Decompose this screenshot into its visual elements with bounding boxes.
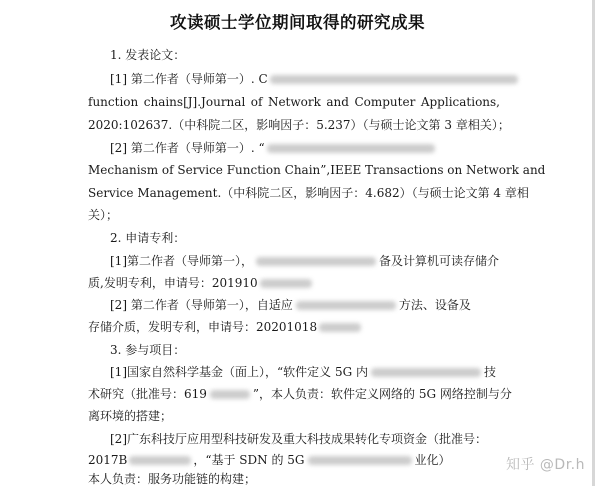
redacted-text <box>260 279 312 288</box>
patent-1-line-2: 质,发明专利，申请号：201910 <box>88 275 312 291</box>
paper-1-line-1: [1] 第二作者（导师第一）. C <box>110 71 518 87</box>
redacted-text <box>270 75 518 84</box>
section-heading-projects: 3. 参与项目： <box>110 343 186 357</box>
project-2-line-1: [2]广东科技厅应用型科技研发及重大科技成果转化专项资金（批准号： <box>110 432 488 446</box>
redacted-text <box>371 368 481 377</box>
project-1-line-2: 术研究（批准号：619 ”，本人负责：软件定义网络的 5G 网络控制与分 <box>88 387 512 401</box>
redacted-text <box>319 323 361 332</box>
zhihu-watermark: 知乎 @Dr.h <box>505 457 585 473</box>
paper-2-line-2: Mechanism of Service Function Chain”,IEEE Transactions on Network and <box>88 163 546 177</box>
redacted-text <box>267 144 435 153</box>
redacted-text <box>129 456 191 465</box>
redacted-text <box>210 390 250 399</box>
project-1-line-3: 离环境的搭建； <box>88 409 173 423</box>
page-title: 攻读硕士学位期间取得的研究成果 <box>170 13 425 32</box>
section-heading-patents: 2. 申请专利： <box>110 231 186 245</box>
paper-1-line-3: 2020:102637.（中科院二区，影响因子：5.237）（与硕士论文第 3 章相关）； <box>88 118 510 132</box>
patent-2-line-2: 存储介质，发明专利，申请号：20201018 <box>88 319 361 335</box>
paper-2-line-1: [2] 第二作者（导师第一）. “ <box>110 140 435 156</box>
paper-2-line-4: 关）； <box>88 208 119 222</box>
section-heading-papers: 1. 发表论文： <box>110 48 186 62</box>
project-1-line-1: [1]国家自然科学基金（面上），“软件定义 5G 内 技 <box>110 365 496 379</box>
redacted-text <box>308 456 412 465</box>
patent-2-line-1: [2] 第二作者（导师第一），自适应 方法、设备及 <box>110 298 471 312</box>
redacted-text <box>296 301 396 310</box>
patent-1-line-1: [1]第二作者（导师第一）， 备及计算机可读存储介 <box>110 254 500 268</box>
project-2-line-2: 2017B ，“基于 SDN 的 5G 业化） <box>88 453 451 467</box>
project-2-line-3: 本人负责：服务功能链的构建； <box>88 472 257 486</box>
redacted-text <box>256 257 376 266</box>
paper-1-line-2: function chains[J].Journal of Network and Computer Applications, <box>88 95 500 109</box>
paper-2-line-3: Service Management.（中科院二区，影响因子：4.682）（与硕士论文第 4 章相 <box>88 186 529 200</box>
